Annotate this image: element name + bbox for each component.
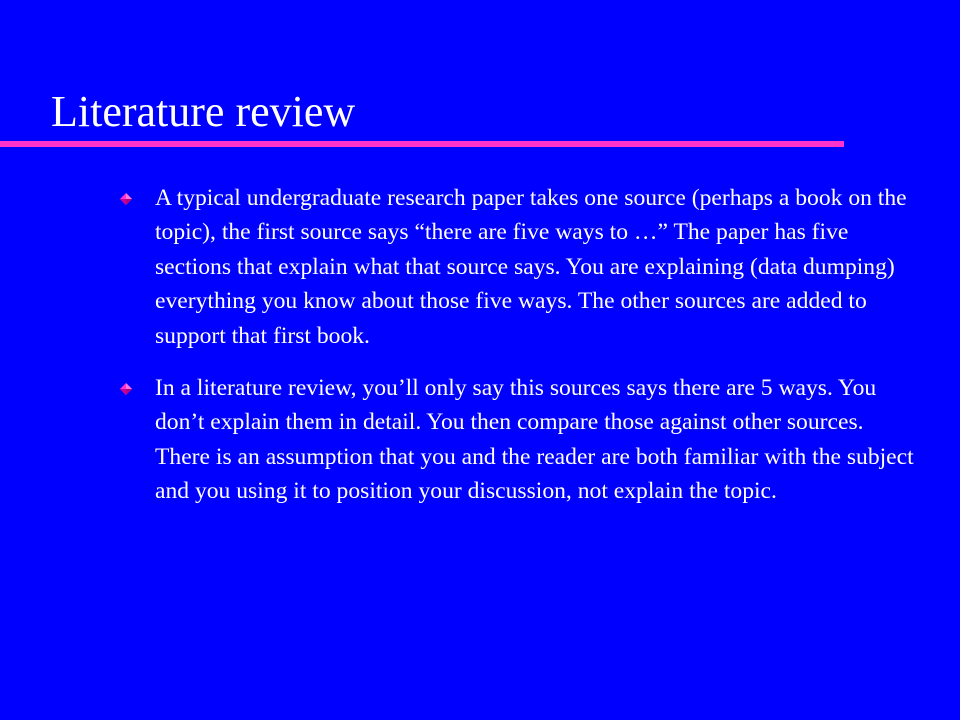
bullet-item	[0, 181, 960, 353]
diamond-bullet-icon	[120, 193, 132, 205]
slide-title: Literature review	[51, 87, 356, 136]
title-underline-rule	[0, 141, 844, 147]
bullet-list	[0, 181, 960, 527]
diamond-bullet-icon	[120, 383, 132, 395]
bullet-text: In a literature review, you’ll only say this sources says there are 5 ways. You don’t explain them in detail. You then compare those against other sources. There is an assumption that you and the reader are both familiar with the subject and you using it to position your discussion, not explain the topic.	[155, 375, 914, 505]
bullet-text: A typical undergraduate research paper takes one source (perhaps a book on the topic), the first source says “there are five ways to …” The paper has five sections that explain what that source says. You are explaining (data dumping) everything you know about those five ways. The other sources are added to support that first book.	[155, 185, 907, 349]
bullet-item	[0, 371, 960, 509]
